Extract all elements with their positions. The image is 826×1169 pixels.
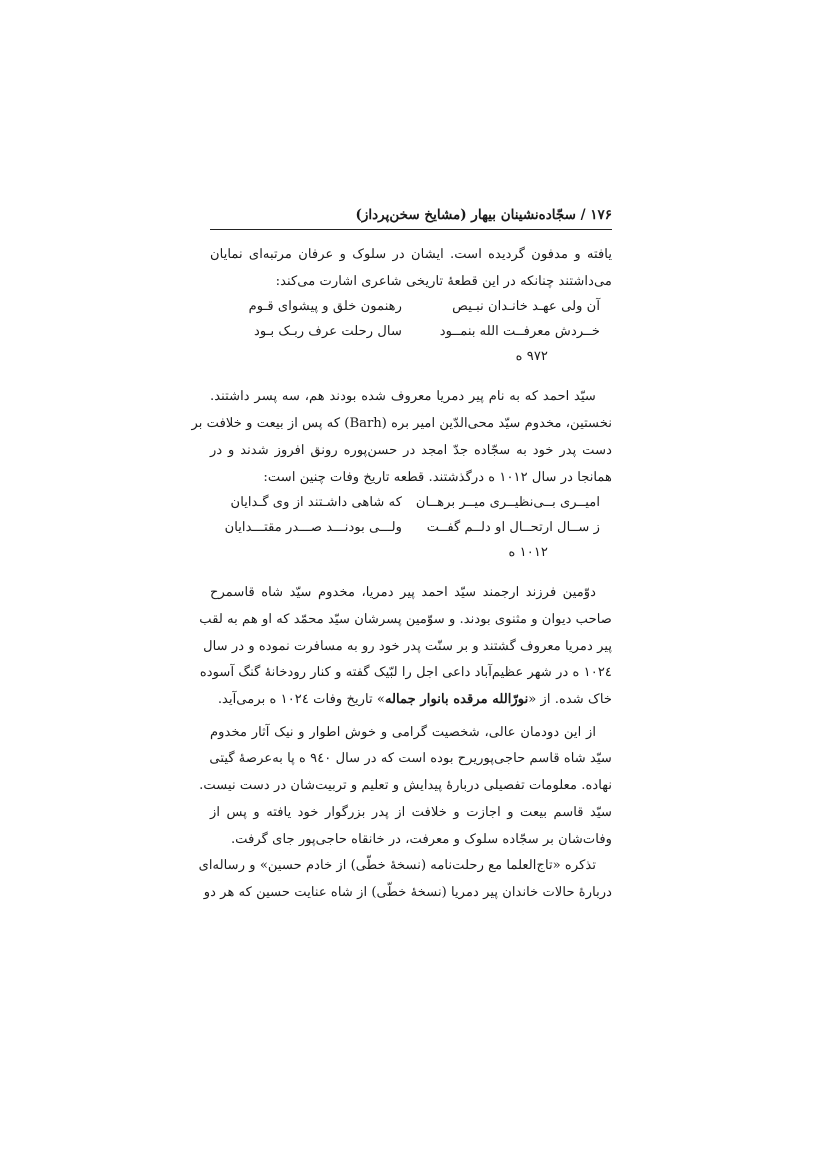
text-line: از این دودمان عالی، شخصیت گرامی و خوش اطوار و نیک آثار مخدوم xyxy=(210,724,596,740)
text-line: دربارهٔ حالات خاندان پیر دمریا (نسخهٔ خطّی) از شاه عنایت حسین که هر دو xyxy=(203,884,612,900)
hemistich: خــردش معرفــت الله بنمــود xyxy=(439,323,600,339)
verse-block-1 xyxy=(210,295,600,344)
text-line: سیّد قاسم بیعت و اجازت و خلافت از پدر بزرگوار خود یافته و پس از xyxy=(210,804,612,820)
hemistich: سال رحلت عرف ربـک بـود xyxy=(254,323,402,339)
paragraph-gap xyxy=(210,570,612,580)
text-line: وفات‌شان بر سجّاده سلوک و معرفت، در خانقاه حاجی‌پور جای گرفت. xyxy=(230,831,612,847)
text-run: » تاریخ وفات ۱۰۲٤ ه برمی‌آید. xyxy=(217,692,385,708)
verse-line xyxy=(210,295,600,320)
hemistich: آن ولی عهـد خانـدان نبـیص xyxy=(452,299,600,315)
paragraph-4 xyxy=(210,720,612,747)
hemistich: ولـــی بودنـــد صـــدر مقتـــدایان xyxy=(224,519,402,535)
paragraph-5 xyxy=(198,853,612,880)
text-line: نهاده. معلومات تفصیلی دربارهٔ پیدایش و تعلیم و تربیت‌شان در دست نیست. xyxy=(199,778,612,794)
text-line: سیّد شاه قاسم حاجی‌پوریرح بوده است که در سال ۹٤۰ ه پا به‌عرصهٔ گیتی xyxy=(209,751,612,767)
verse-date-2: ۱۰۱۲ ه xyxy=(508,545,548,561)
paragraph-5-cont xyxy=(203,880,612,907)
paragraph-gap xyxy=(210,374,612,384)
hemistich: ز ســال ارتحــال او دلــم گفــت xyxy=(426,519,600,535)
running-header: ۱۷۶ / سجّاده‌نشینان بیهار (مشایخ سخن‌پرداز) xyxy=(355,207,612,223)
text-line xyxy=(210,687,612,714)
page-body xyxy=(191,242,612,907)
text-line: دوّمین فرزند ارجمند سیّد احمد پیر دمریا، مخدوم سیّد شاه قاسمرح xyxy=(210,585,596,601)
verse-block-2 xyxy=(210,491,600,540)
paragraph-2-cont xyxy=(191,411,612,491)
paragraph-3-cont xyxy=(199,607,612,714)
text-line: دست پدر خود به سجّاده جدّ امجد در حسن‌پوره رونق افروز شدند و در xyxy=(210,442,612,458)
text-line: همانجا در سال ۱۰۱۲ ه درگذشتند. قطعه تاریخ وفات چنین است: xyxy=(263,469,612,485)
chronogram-phrase: نورّالله مرقده بانوار جماله xyxy=(384,692,529,708)
text-run: خاک شده. از « xyxy=(528,692,612,708)
paragraph-4-cont xyxy=(199,746,612,853)
text-line: می‌داشتند چنانکه در این قطعهٔ تاریخی شاعری اشارت می‌کند: xyxy=(275,273,612,289)
verse-date-1: ۹۷۲ ه xyxy=(515,349,548,365)
verse-line xyxy=(210,491,600,516)
paragraph-3 xyxy=(210,580,612,607)
text-line: ۱۰۲٤ ه در شهر عظیم‌آباد داعی اجل را لبّیک گفته و کنار رودخانهٔ گنگ آسوده xyxy=(199,665,612,681)
verse-line xyxy=(210,320,600,345)
verse-line xyxy=(210,516,600,541)
text-line: یافته و مدفون گردیده است. ایشان در سلوک و عرفان مرتبه‌ای نمایان xyxy=(210,247,612,262)
text-line: نخستین، مخدوم سیّد محی‌الدّین امیر بره (Barh) که پس از بیعت و خلافت بر xyxy=(191,416,612,432)
paragraph-1 xyxy=(210,242,612,295)
text-line: تذکره «تاج‌العلما مع رحلت‌نامه (نسخهٔ خطّی) از خادم حسین» و رساله‌ای xyxy=(198,858,596,874)
hemistich: رهنمون خلق و پیشوای قـوم xyxy=(248,299,402,315)
hemistich: که شاهی داشـتند از وی گـدایان xyxy=(230,495,402,511)
text-line: صاحب دیوان و مثنوی بودند. و سوّمین پسرشان سیّد محمّد که او هم به لقب xyxy=(199,611,612,627)
header-rule xyxy=(210,229,612,230)
text-line: سیّد احمد که به نام پیر دمریا معروف شده بودند هم، سه پسر داشتند. xyxy=(210,389,596,405)
paragraph-2 xyxy=(210,384,612,411)
hemistich: امیــری بــی‌نظیــری میــر برهــان xyxy=(415,495,600,511)
text-line: پیر دمریا معروف گشتند و بر سنّت پدر خود رو به مسافرت نموده و در سال xyxy=(203,638,612,654)
